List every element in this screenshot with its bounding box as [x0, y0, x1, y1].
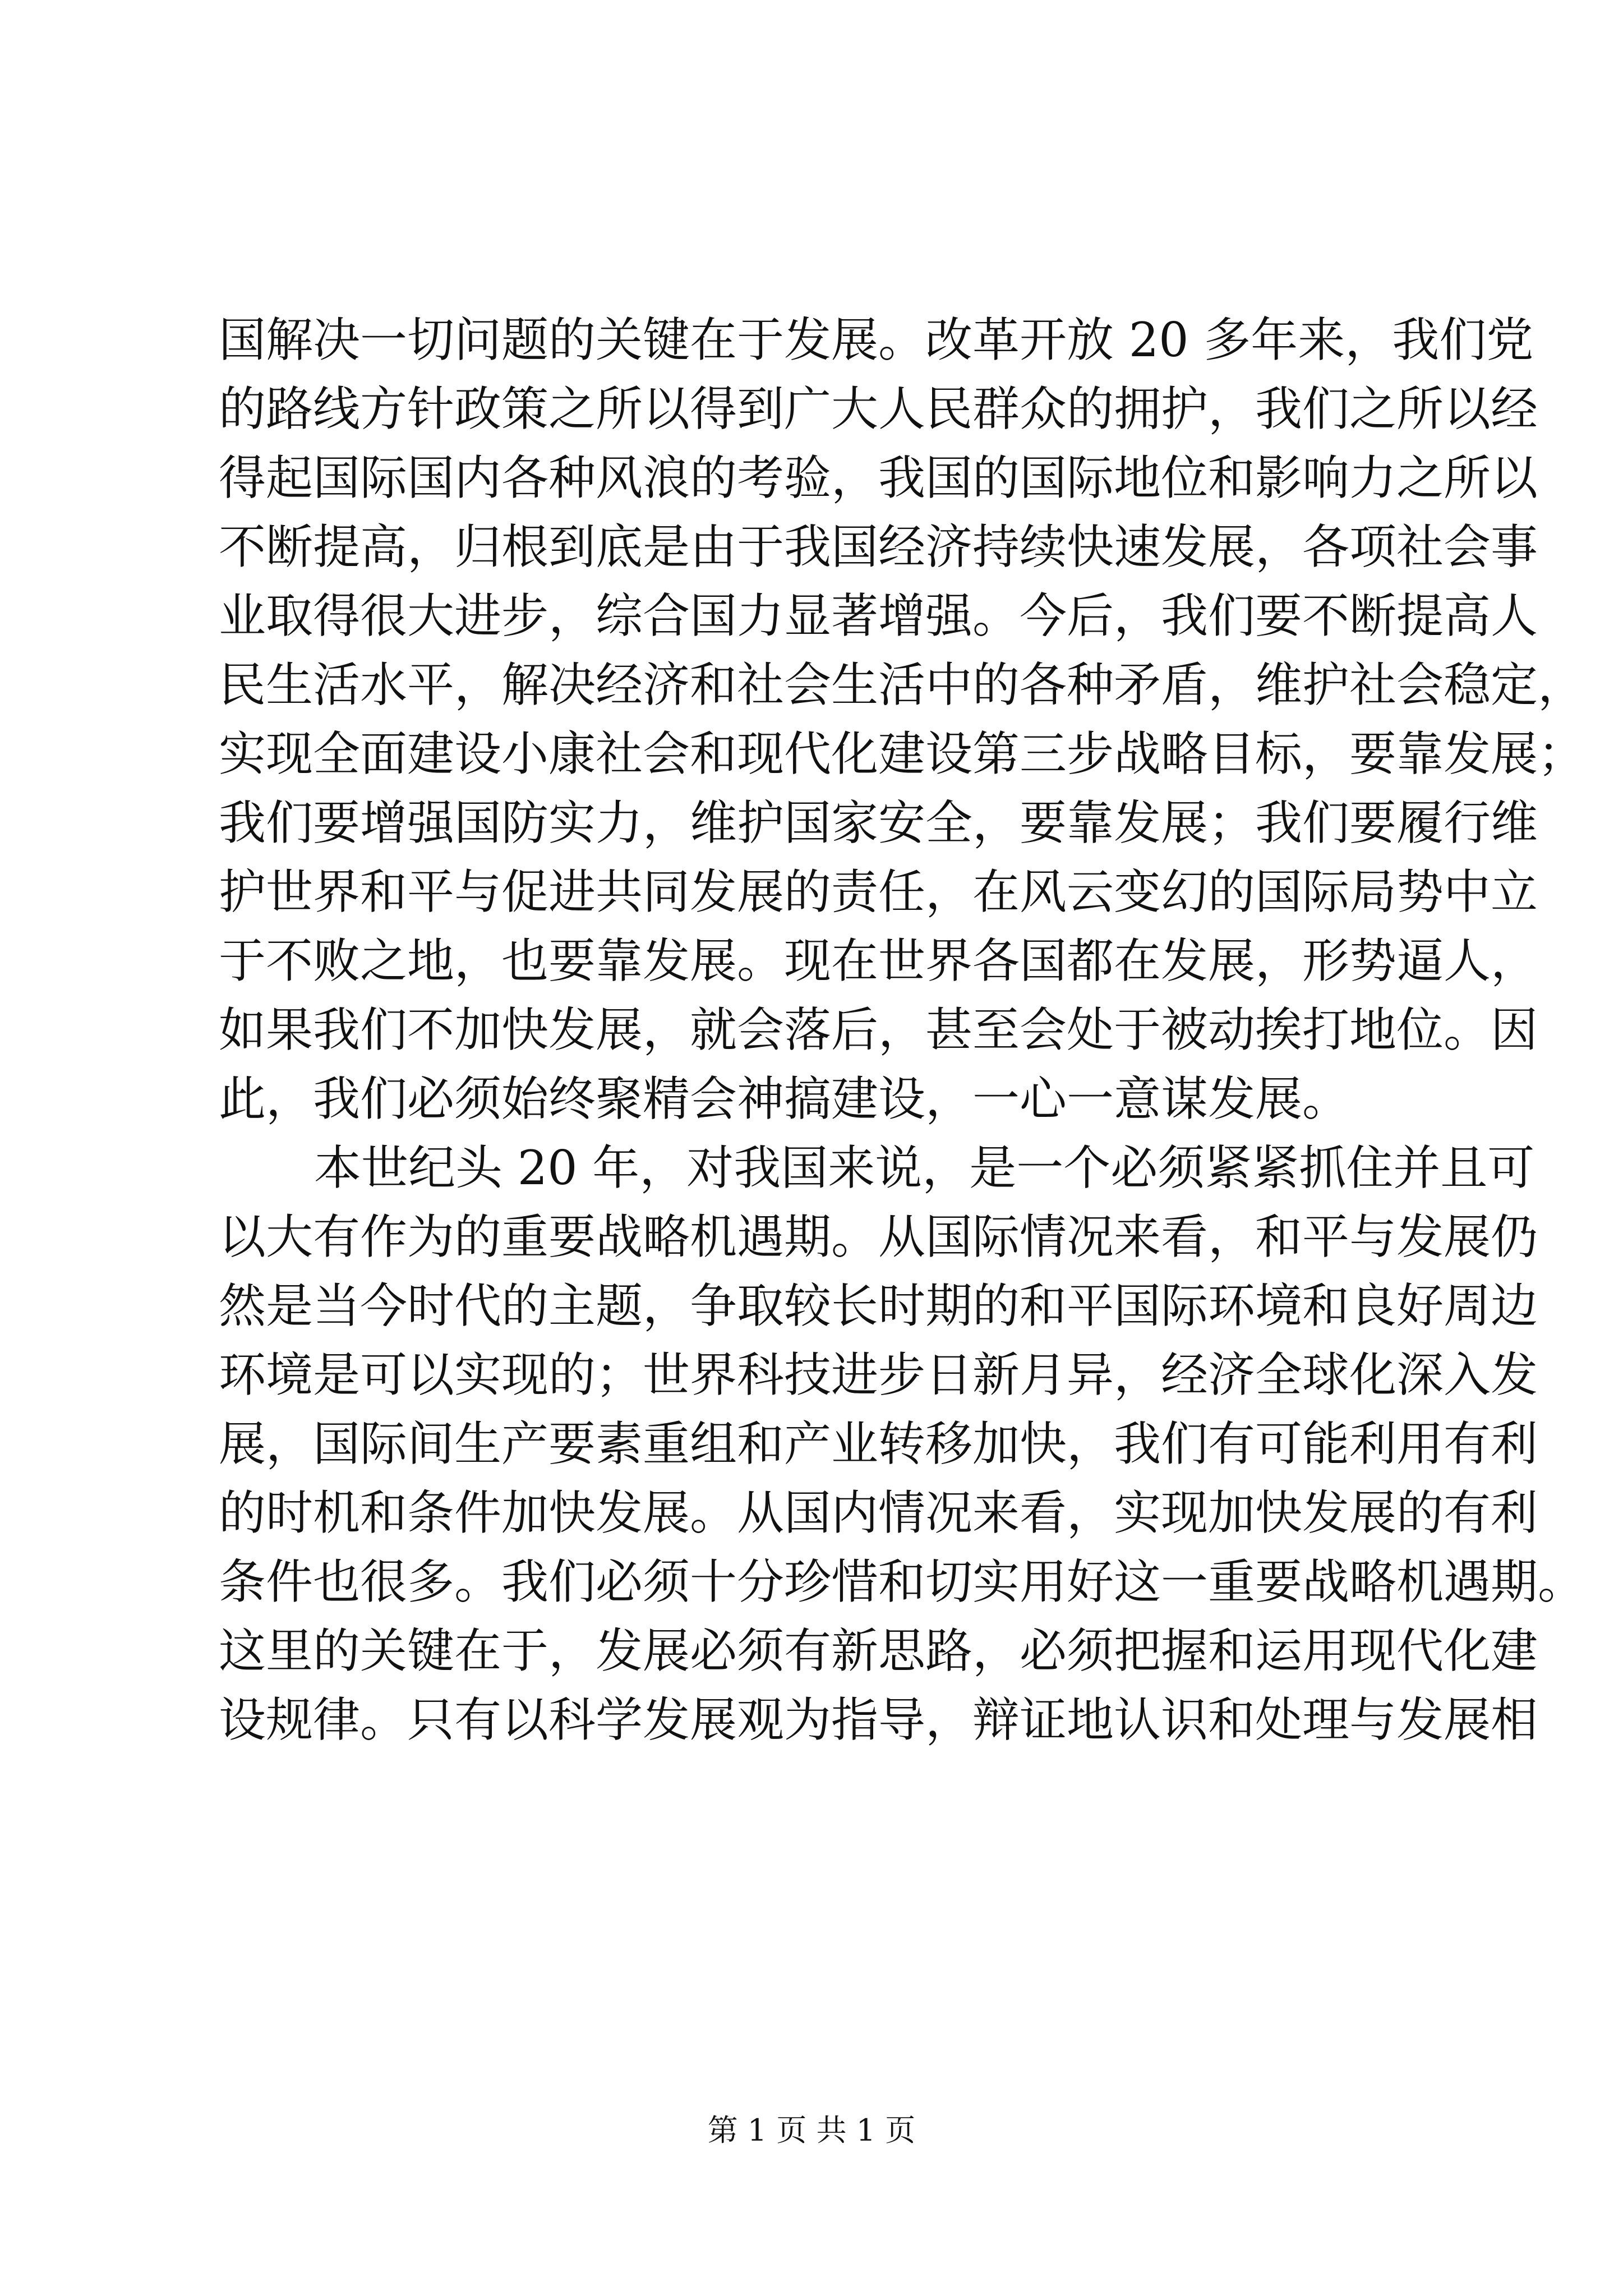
text-line: 的时机和条件加快发展。从国内情况来看，实现加快发展的有利 [219, 1485, 1538, 1540]
text-line: 于不败之地，也要靠发展。现在世界各国都在发展，形势逼人， [219, 933, 1538, 988]
paragraph-start-line: 本世纪头 20 年，对我国来说，是一个必须紧紧抓住并且可 [314, 1140, 1535, 1195]
text-line: 设规律。只有以科学发展观为指导，辩证地认识和处理与发展相 [219, 1692, 1538, 1747]
text-line: 条件也很多。我们必须十分珍惜和切实用好这一重要战略机遇期。 [219, 1554, 1585, 1609]
text-line: 环境是可以实现的；世界科技进步日新月异，经济全球化深入发 [219, 1347, 1538, 1402]
text-line: 民生活水平，解决经济和社会生活中的各种矛盾，维护社会稳定， [219, 657, 1585, 712]
document-body [219, 306, 1585, 1755]
text-line: 我们要增强国防实力，维护国家安全，要靠发展；我们要履行维 [219, 795, 1538, 850]
text-line: 实现全面建设小康社会和现代化建设第三步战略目标，要靠发展； [219, 726, 1585, 781]
text-line: 如果我们不加快发展，就会落后，甚至会处于被动挨打地位。因 [219, 1002, 1538, 1057]
text-line: 护世界和平与促进共同发展的责任，在风云变幻的国际局势中立 [219, 864, 1538, 919]
text-line: 这里的关键在于，发展必须有新思路，必须把握和运用现代化建 [219, 1623, 1538, 1678]
text-line: 得起国际国内各种风浪的考验，我国的国际地位和影响力之所以 [219, 450, 1538, 505]
text-line: 此，我们必须始终聚精会神搞建设，一心一意谋发展。 [219, 1071, 1350, 1126]
text-line: 国解决一切问题的关键在于发展。改革开放 20 多年来，我们党 [219, 312, 1534, 367]
page-footer: 第 1 页 共 1 页 [707, 2113, 916, 2148]
text-line: 的路线方针政策之所以得到广大人民群众的拥护，我们之所以经 [219, 381, 1538, 436]
text-line: 以大有作为的重要战略机遇期。从国际情况来看，和平与发展仍 [219, 1209, 1538, 1264]
text-line: 展，国际间生产要素重组和产业转移加快，我们有可能利用有利 [219, 1416, 1538, 1471]
text-line: 不断提高，归根到底是由于我国经济持续快速发展，各项社会事 [219, 519, 1538, 574]
text-line: 业取得很大进步，综合国力显著增强。今后，我们要不断提高人 [219, 588, 1538, 643]
text-line: 然是当今时代的主题，争取较长时期的和平国际环境和良好周边 [219, 1278, 1538, 1333]
